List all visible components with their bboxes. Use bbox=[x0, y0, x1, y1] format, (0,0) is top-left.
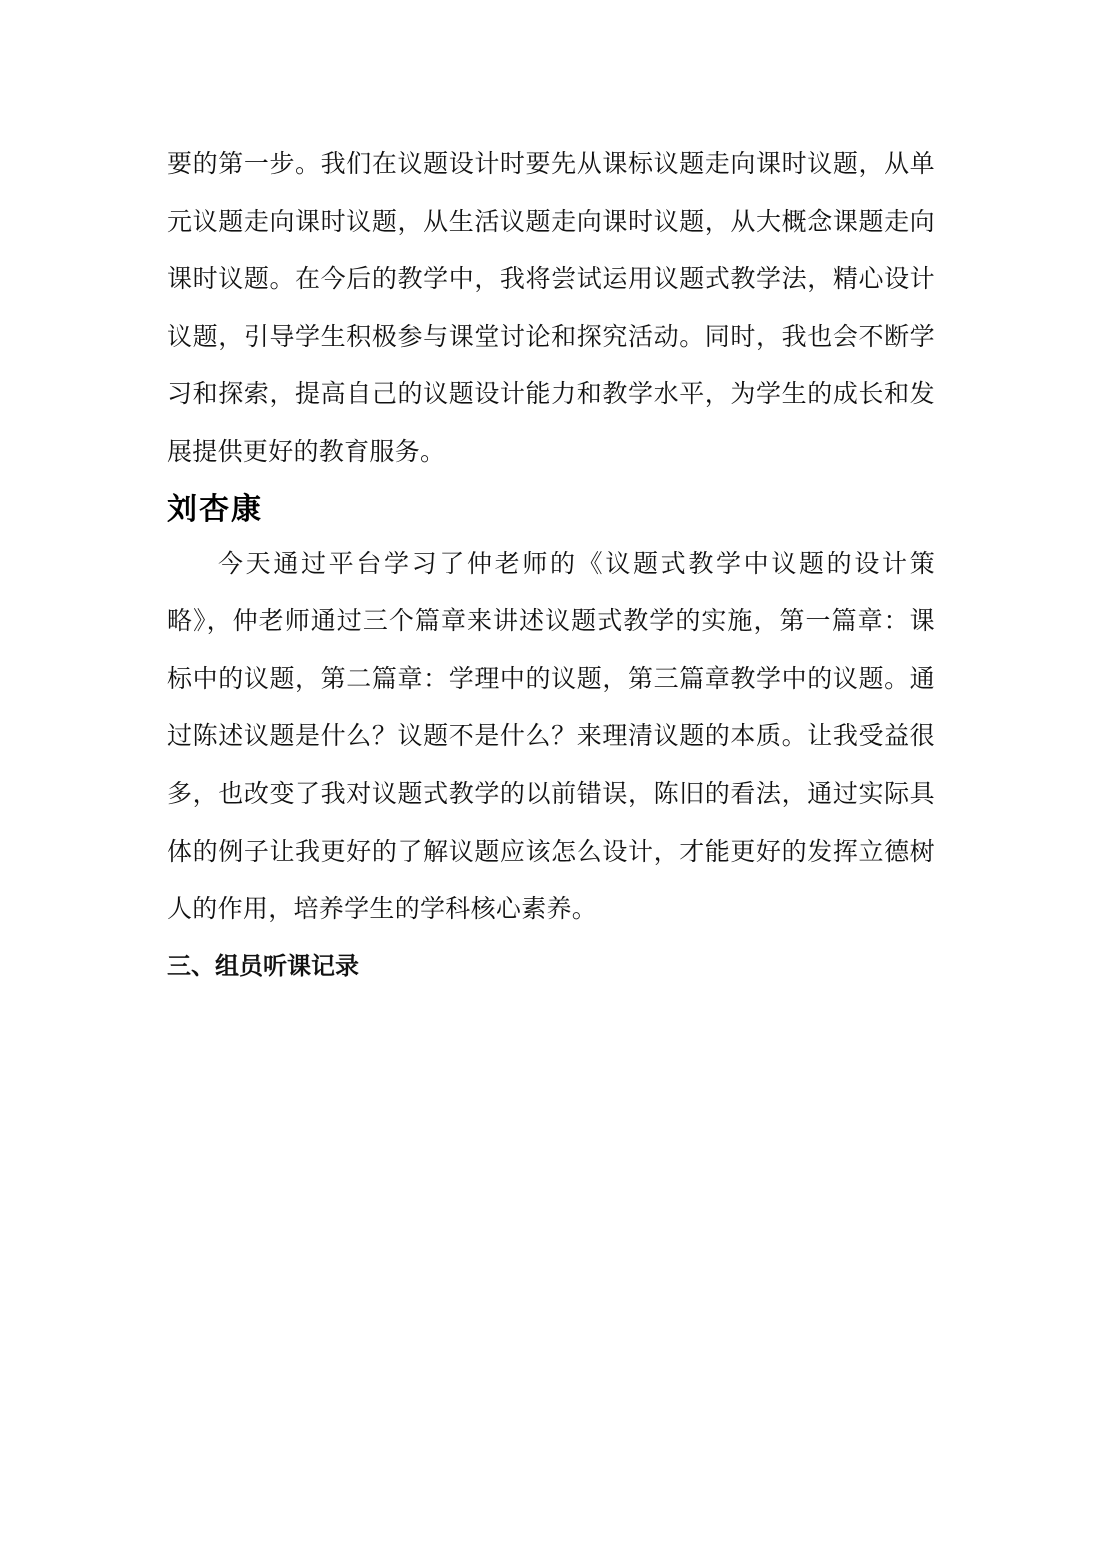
author-name-heading: 刘杏康 bbox=[167, 491, 263, 527]
paragraph-continuation: 要的第一步。我们在议题设计时要先从课标议题走向课时议题，从单元议题走向课时议题，从生活议题走向课时议题，从大概念课题走向课时议题。在今后的教学中，我将尝试运用议题式教学法，精心设计议题，引导学生积极参与课堂讨论和探究活动。同时，我也会不断学习和探索，提高自己的议题设计能力和教学水平，为学生的成长和发展提供更好的教育服务。 bbox=[167, 149, 935, 466]
section-heading: 三、组员听课记录 bbox=[167, 951, 359, 980]
page-content bbox=[167, 135, 935, 995]
paragraph-reflection: 今天通过平台学习了仲老师的《议题式教学中议题的设计策略》，仲老师通过三个篇章来讲述议题式教学的实施，第一篇章：课标中的议题，第二篇章：学理中的议题，第三篇章教学中的议题。通过陈述议题是什么？议题不是什么？来理清议题的本质。让我受益很多，也改变了我对议题式教学的以前错误，陈旧的看法，通过实际具体的例子让我更好的了解议题应该怎么设计，才能更好的发挥立德树人的作用，培养学生的学科核心素养。 bbox=[167, 548, 935, 924]
